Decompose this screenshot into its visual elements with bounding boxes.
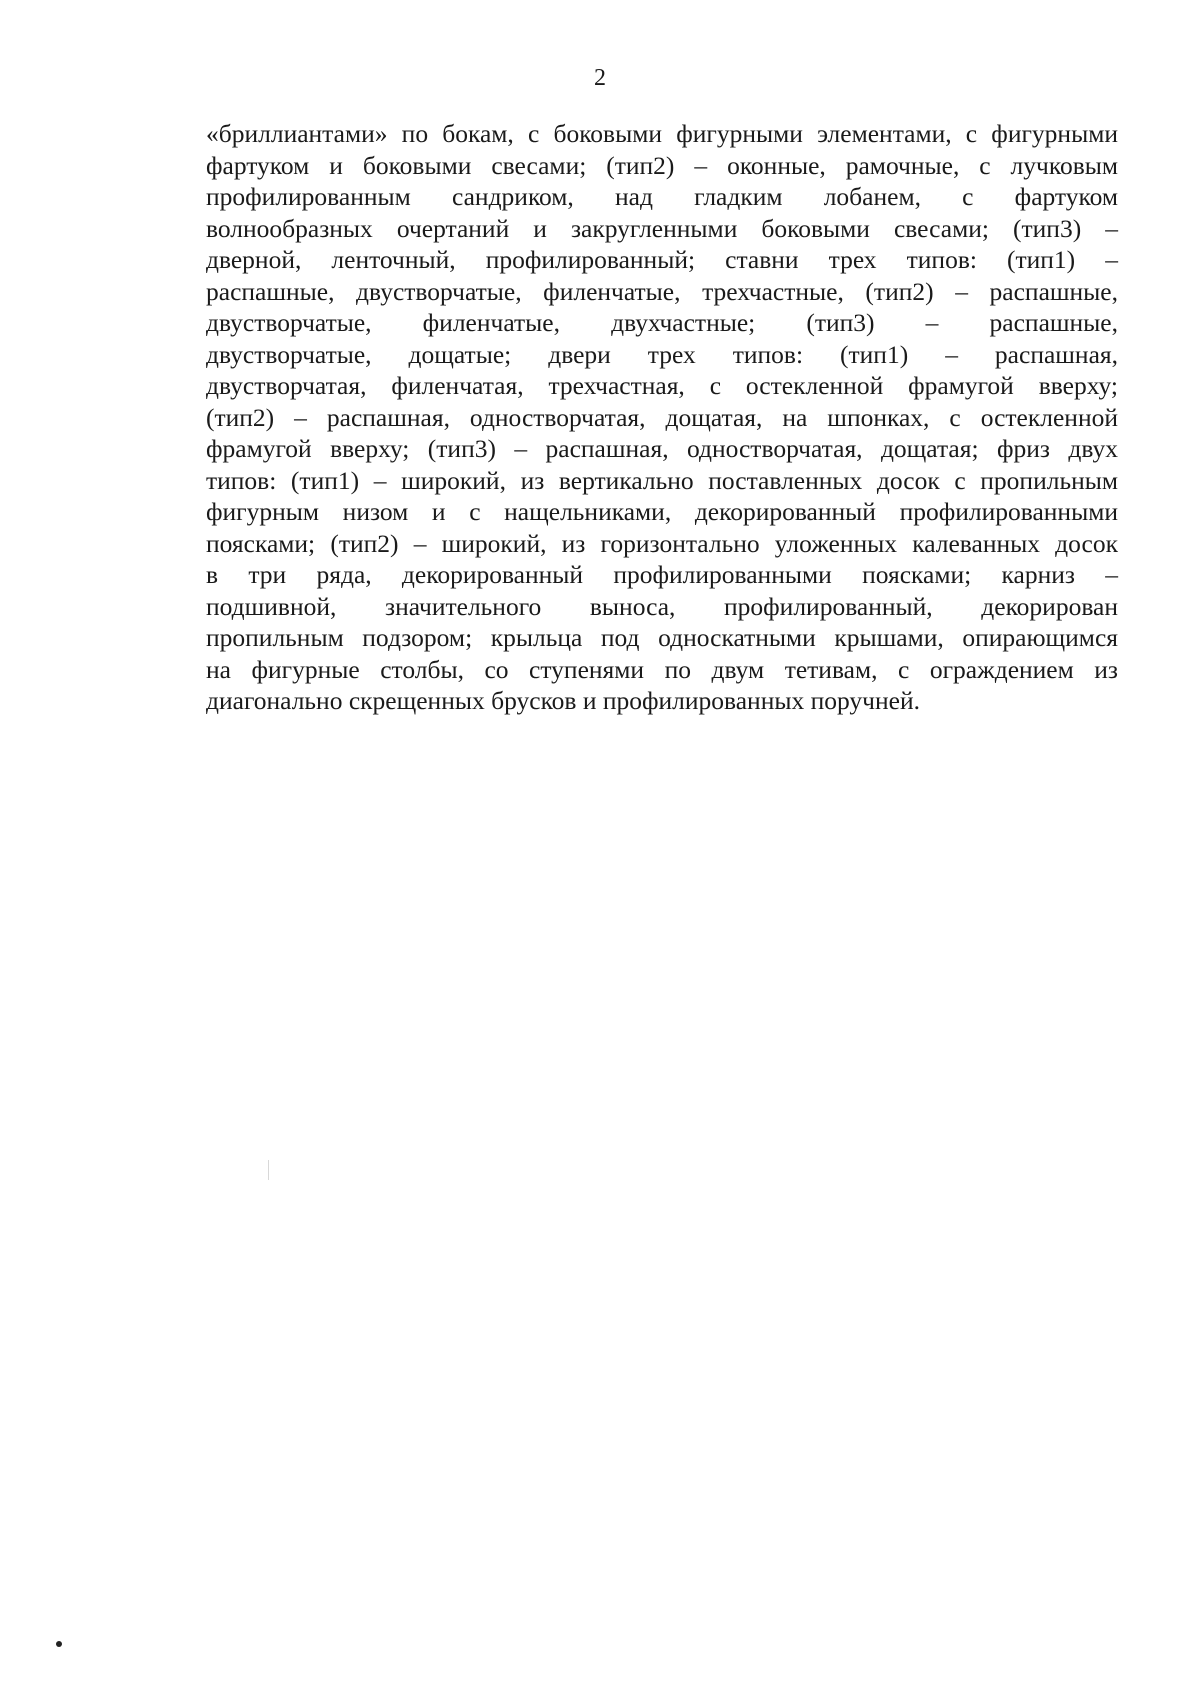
text-line: пропильным подзором; крыльца под односкатными крышами, опирающимся: [206, 623, 1118, 652]
text-line: дверной, ленточный, профилированный; ставни трех типов: (тип1) –: [206, 245, 1118, 274]
text-line: в три ряда, декорированный профилированными поясками; карниз –: [206, 560, 1118, 589]
text-line: двустворчатая, филенчатая, трехчастная, с остекленной фрамугой вверху;: [206, 371, 1118, 400]
text-line: (тип2) – распашная, одностворчатая, дощатая, на шпонках, с остекленной: [206, 402, 1118, 432]
text-line: двустворчатые, филенчатые, двухчастные; (тип3) – распашные,: [206, 308, 1118, 337]
text-line: типов: (тип1) – широкий, из вертикально поставленных досок с пропильным: [206, 465, 1118, 495]
text-line: двустворчатые, дощатые; двери трех типов: (тип1) – распашная,: [206, 339, 1118, 369]
body-paragraph: [206, 118, 1118, 717]
text-line: распашные, двустворчатые, филенчатые, трехчастные, (тип2) – распашные,: [206, 276, 1118, 306]
scan-artifact-dot: [56, 1641, 62, 1647]
text-line: профилированным сандриком, над гладким лобанем, с фартуком: [206, 182, 1118, 211]
text-line: волнообразных очертаний и закругленными боковыми свесами; (тип3) –: [206, 213, 1118, 243]
page-number: 2: [594, 65, 606, 91]
scan-artifact-line: [268, 1160, 269, 1180]
text-line: на фигурные столбы, со ступенями по двум тетивам, с ограждением из: [206, 654, 1118, 684]
text-line: диагонально скрещенных брусков и профилированных поручней.: [206, 686, 920, 715]
text-line: подшивной, значительного выноса, профилированный, декорирован: [206, 591, 1118, 621]
text-line: поясками; (тип2) – широкий, из горизонтально уложенных калеванных досок: [206, 528, 1118, 558]
text-line: фартуком и боковыми свесами; (тип2) – оконные, рамочные, с лучковым: [206, 150, 1118, 180]
text-line: фрамугой вверху; (тип3) – распашная, одностворчатая, дощатая; фриз двух: [206, 434, 1118, 463]
text-line: «бриллиантами» по бокам, с боковыми фигурными элементами, с фигурными: [206, 119, 1118, 148]
text-line: фигурным низом и с нащельниками, декорированный профилированными: [206, 497, 1118, 526]
